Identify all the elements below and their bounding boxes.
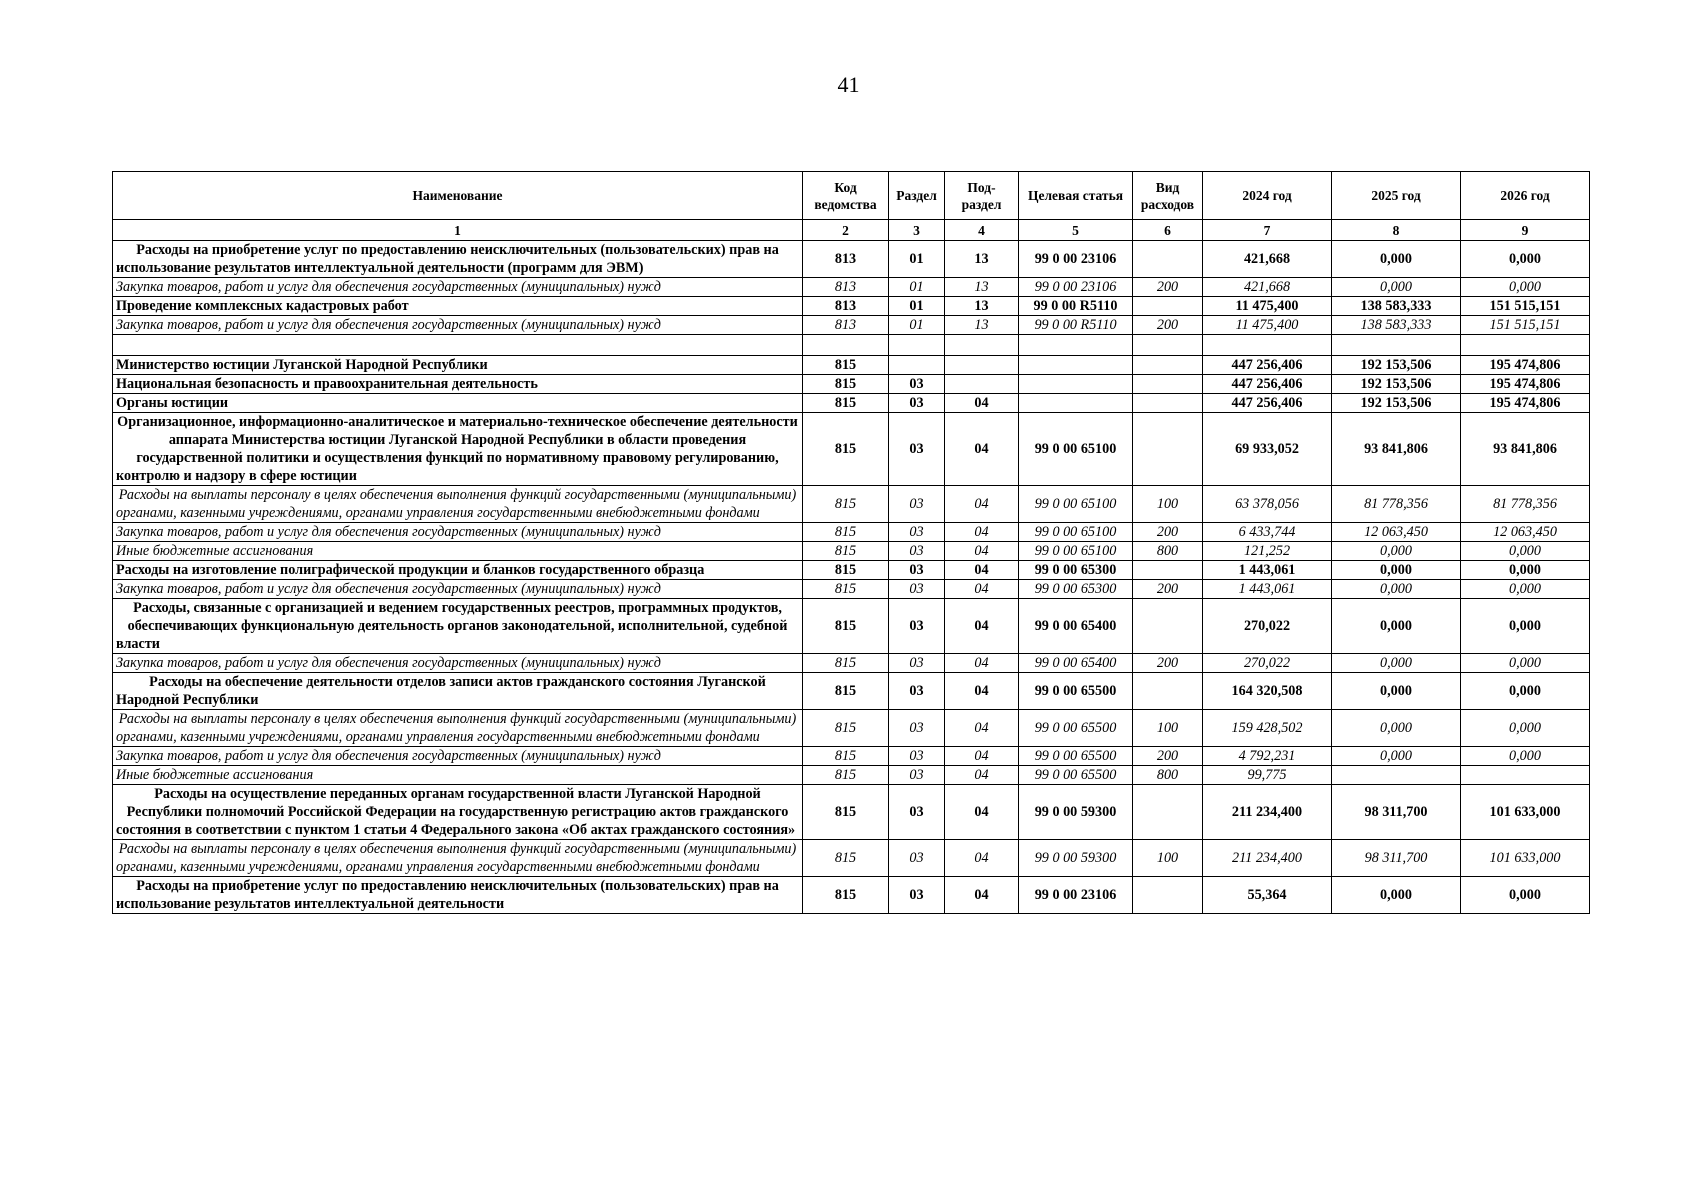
cell-2025: 0,000 bbox=[1332, 542, 1461, 561]
budget-table bbox=[112, 171, 1590, 914]
table-row bbox=[113, 413, 1590, 486]
cell-2026: 151 515,151 bbox=[1461, 297, 1590, 316]
table-body bbox=[113, 241, 1590, 914]
cell-code: 815 bbox=[803, 785, 889, 840]
cell-2026: 93 841,806 bbox=[1461, 413, 1590, 486]
cell-2025: 138 583,333 bbox=[1332, 297, 1461, 316]
cell-2024: 447 256,406 bbox=[1203, 375, 1332, 394]
header-section: Раздел bbox=[889, 172, 945, 220]
cell-code: 815 bbox=[803, 654, 889, 673]
cell-name: Расходы на осуществление переданных органам государственной власти Луганской Народной Республики полномочий Российской Федерации на государственную регистрацию актов гражданского состояния в соответствии с пунктом 1 статьи 4 Федерального закона «Об актах гражданского состояния» bbox=[113, 785, 803, 840]
table-row bbox=[113, 877, 1590, 914]
table-row bbox=[113, 599, 1590, 654]
cell-subsection: 04 bbox=[945, 486, 1019, 523]
cell-2026: 195 474,806 bbox=[1461, 375, 1590, 394]
cell-target: 99 0 00 R5110 bbox=[1019, 297, 1133, 316]
cell-kind: 800 bbox=[1133, 542, 1203, 561]
cell-subsection: 13 bbox=[945, 316, 1019, 335]
cell-2025: 0,000 bbox=[1332, 654, 1461, 673]
cell-target: 99 0 00 65100 bbox=[1019, 523, 1133, 542]
cell-2024: 1 443,061 bbox=[1203, 561, 1332, 580]
column-number: 3 bbox=[889, 220, 945, 241]
table-row bbox=[113, 335, 1590, 356]
cell-subsection: 04 bbox=[945, 394, 1019, 413]
cell-section: 01 bbox=[889, 316, 945, 335]
cell-target: 99 0 00 65400 bbox=[1019, 654, 1133, 673]
cell-code: 815 bbox=[803, 394, 889, 413]
cell-code: 815 bbox=[803, 542, 889, 561]
cell-2024: 159 428,502 bbox=[1203, 710, 1332, 747]
cell-2026 bbox=[1461, 335, 1590, 356]
cell-2025: 12 063,450 bbox=[1332, 523, 1461, 542]
cell-section: 03 bbox=[889, 542, 945, 561]
cell-2025: 0,000 bbox=[1332, 599, 1461, 654]
cell-kind: 100 bbox=[1133, 486, 1203, 523]
cell-name: Национальная безопасность и правоохранительная деятельность bbox=[113, 375, 803, 394]
cell-section: 03 bbox=[889, 523, 945, 542]
cell-kind: 200 bbox=[1133, 316, 1203, 335]
cell-subsection: 04 bbox=[945, 785, 1019, 840]
cell-2025 bbox=[1332, 335, 1461, 356]
header-name: Наименование bbox=[113, 172, 803, 220]
cell-target: 99 0 00 23106 bbox=[1019, 241, 1133, 278]
cell-subsection: 04 bbox=[945, 654, 1019, 673]
cell-section: 03 bbox=[889, 486, 945, 523]
cell-code bbox=[803, 335, 889, 356]
cell-2026: 0,000 bbox=[1461, 561, 1590, 580]
cell-section: 03 bbox=[889, 710, 945, 747]
header-target: Целевая статья bbox=[1019, 172, 1133, 220]
cell-name: Организационное, информационно-аналитическое и материально-техническое обеспечение деятельности аппарата Министерства юстиции Луганской Народной Республики в области проведения государственной политики и осуществления функций по нормативному правовому регулированию, контролю и надзору в сфере юстиции bbox=[113, 413, 803, 486]
table-row bbox=[113, 766, 1590, 785]
cell-2024: 6 433,744 bbox=[1203, 523, 1332, 542]
cell-name: Расходы на изготовление полиграфической продукции и бланков государственного образца bbox=[113, 561, 803, 580]
cell-section: 03 bbox=[889, 413, 945, 486]
cell-subsection bbox=[945, 335, 1019, 356]
cell-kind: 200 bbox=[1133, 654, 1203, 673]
cell-section bbox=[889, 335, 945, 356]
cell-target: 99 0 00 65500 bbox=[1019, 766, 1133, 785]
cell-subsection: 13 bbox=[945, 241, 1019, 278]
cell-code: 815 bbox=[803, 747, 889, 766]
table-row bbox=[113, 316, 1590, 335]
cell-kind bbox=[1133, 394, 1203, 413]
cell-code: 815 bbox=[803, 599, 889, 654]
cell-2025: 0,000 bbox=[1332, 278, 1461, 297]
cell-target: 99 0 00 65500 bbox=[1019, 710, 1133, 747]
cell-2025: 98 311,700 bbox=[1332, 785, 1461, 840]
cell-name: Расходы на приобретение услуг по предоставлению неисключительных (пользовательских) прав на использование результатов интеллектуальной деятельности bbox=[113, 877, 803, 914]
header-2024: 2024 год bbox=[1203, 172, 1332, 220]
cell-kind: 100 bbox=[1133, 710, 1203, 747]
cell-2024: 164 320,508 bbox=[1203, 673, 1332, 710]
cell-name: Закупка товаров, работ и услуг для обеспечения государственных (муниципальных) нужд bbox=[113, 316, 803, 335]
cell-code: 815 bbox=[803, 413, 889, 486]
header-kind: Вид расходов bbox=[1133, 172, 1203, 220]
cell-subsection bbox=[945, 356, 1019, 375]
cell-2025: 0,000 bbox=[1332, 580, 1461, 599]
cell-section: 03 bbox=[889, 877, 945, 914]
cell-2026: 0,000 bbox=[1461, 278, 1590, 297]
cell-target: 99 0 00 23106 bbox=[1019, 877, 1133, 914]
column-number: 4 bbox=[945, 220, 1019, 241]
cell-2024 bbox=[1203, 335, 1332, 356]
cell-target bbox=[1019, 356, 1133, 375]
cell-kind bbox=[1133, 599, 1203, 654]
cell-2025: 192 153,506 bbox=[1332, 394, 1461, 413]
cell-name: Расходы на выплаты персоналу в целях обеспечения выполнения функций государственными (муниципальными) органами, казенными учреждениями, органами управления государственными внебюджетными фондами bbox=[113, 710, 803, 747]
cell-2024: 211 234,400 bbox=[1203, 785, 1332, 840]
cell-kind: 200 bbox=[1133, 580, 1203, 599]
cell-2024: 63 378,056 bbox=[1203, 486, 1332, 523]
cell-kind: 200 bbox=[1133, 523, 1203, 542]
cell-2025: 0,000 bbox=[1332, 673, 1461, 710]
cell-section: 03 bbox=[889, 747, 945, 766]
cell-2026: 0,000 bbox=[1461, 599, 1590, 654]
cell-2026: 0,000 bbox=[1461, 747, 1590, 766]
cell-kind bbox=[1133, 877, 1203, 914]
table-row bbox=[113, 747, 1590, 766]
cell-name: Закупка товаров, работ и услуг для обеспечения государственных (муниципальных) нужд bbox=[113, 278, 803, 297]
cell-subsection: 04 bbox=[945, 580, 1019, 599]
cell-2024: 99,775 bbox=[1203, 766, 1332, 785]
cell-2025: 192 153,506 bbox=[1332, 356, 1461, 375]
cell-target bbox=[1019, 335, 1133, 356]
cell-target: 99 0 00 23106 bbox=[1019, 278, 1133, 297]
cell-kind bbox=[1133, 561, 1203, 580]
column-number: 5 bbox=[1019, 220, 1133, 241]
cell-2024: 69 933,052 bbox=[1203, 413, 1332, 486]
cell-kind bbox=[1133, 375, 1203, 394]
cell-name: Закупка товаров, работ и услуг для обеспечения государственных (муниципальных) нужд bbox=[113, 580, 803, 599]
cell-subsection bbox=[945, 375, 1019, 394]
cell-kind: 200 bbox=[1133, 278, 1203, 297]
page-number: 41 bbox=[837, 72, 860, 97]
cell-2025: 0,000 bbox=[1332, 241, 1461, 278]
cell-name: Закупка товаров, работ и услуг для обеспечения государственных (муниципальных) нужд bbox=[113, 654, 803, 673]
cell-2025: 0,000 bbox=[1332, 877, 1461, 914]
cell-2024: 211 234,400 bbox=[1203, 840, 1332, 877]
table-row bbox=[113, 486, 1590, 523]
cell-name: Расходы на приобретение услуг по предоставлению неисключительных (пользовательских) прав на использование результатов интеллектуальной деятельности (программ для ЭВМ) bbox=[113, 241, 803, 278]
cell-code: 815 bbox=[803, 766, 889, 785]
column-number: 1 bbox=[113, 220, 803, 241]
cell-subsection: 04 bbox=[945, 523, 1019, 542]
table-row bbox=[113, 394, 1590, 413]
cell-target: 99 0 00 65400 bbox=[1019, 599, 1133, 654]
column-number: 2 bbox=[803, 220, 889, 241]
cell-subsection: 04 bbox=[945, 599, 1019, 654]
cell-section: 03 bbox=[889, 673, 945, 710]
header-subsection: Под-раздел bbox=[945, 172, 1019, 220]
cell-code: 815 bbox=[803, 523, 889, 542]
cell-2026: 195 474,806 bbox=[1461, 356, 1590, 375]
cell-2026: 0,000 bbox=[1461, 241, 1590, 278]
cell-section: 03 bbox=[889, 599, 945, 654]
table-row bbox=[113, 580, 1590, 599]
cell-kind: 800 bbox=[1133, 766, 1203, 785]
cell-section: 01 bbox=[889, 241, 945, 278]
cell-section: 03 bbox=[889, 580, 945, 599]
cell-kind bbox=[1133, 673, 1203, 710]
cell-kind: 200 bbox=[1133, 747, 1203, 766]
cell-subsection: 04 bbox=[945, 673, 1019, 710]
cell-kind bbox=[1133, 297, 1203, 316]
cell-2025: 93 841,806 bbox=[1332, 413, 1461, 486]
cell-kind bbox=[1133, 785, 1203, 840]
cell-code: 815 bbox=[803, 840, 889, 877]
cell-target: 99 0 00 65100 bbox=[1019, 413, 1133, 486]
cell-kind bbox=[1133, 413, 1203, 486]
cell-target bbox=[1019, 394, 1133, 413]
cell-2024: 11 475,400 bbox=[1203, 297, 1332, 316]
cell-code: 815 bbox=[803, 356, 889, 375]
cell-name: Закупка товаров, работ и услуг для обеспечения государственных (муниципальных) нужд bbox=[113, 747, 803, 766]
cell-2026: 0,000 bbox=[1461, 877, 1590, 914]
cell-kind bbox=[1133, 335, 1203, 356]
cell-name: Закупка товаров, работ и услуг для обеспечения государственных (муниципальных) нужд bbox=[113, 523, 803, 542]
cell-2024: 1 443,061 bbox=[1203, 580, 1332, 599]
cell-section: 03 bbox=[889, 375, 945, 394]
table-row bbox=[113, 710, 1590, 747]
cell-subsection: 13 bbox=[945, 278, 1019, 297]
cell-2025 bbox=[1332, 766, 1461, 785]
cell-code: 815 bbox=[803, 673, 889, 710]
cell-2026: 0,000 bbox=[1461, 542, 1590, 561]
cell-target: 99 0 00 65500 bbox=[1019, 747, 1133, 766]
header-2025: 2025 год bbox=[1332, 172, 1461, 220]
table-row bbox=[113, 561, 1590, 580]
cell-target: 99 0 00 65300 bbox=[1019, 580, 1133, 599]
column-number: 6 bbox=[1133, 220, 1203, 241]
cell-target: 99 0 00 59300 bbox=[1019, 840, 1133, 877]
table-row bbox=[113, 840, 1590, 877]
table-row bbox=[113, 523, 1590, 542]
cell-name bbox=[113, 335, 803, 356]
cell-2026: 0,000 bbox=[1461, 654, 1590, 673]
cell-name: Расходы на выплаты персоналу в целях обеспечения выполнения функций государственными (муниципальными) органами, казенными учреждениями, органами управления государственными внебюджетными фондами bbox=[113, 486, 803, 523]
cell-target: 99 0 00 59300 bbox=[1019, 785, 1133, 840]
cell-name: Иные бюджетные ассигнования bbox=[113, 766, 803, 785]
cell-subsection: 04 bbox=[945, 877, 1019, 914]
cell-name: Проведение комплексных кадастровых работ bbox=[113, 297, 803, 316]
header-2026: 2026 год bbox=[1461, 172, 1590, 220]
cell-2025: 0,000 bbox=[1332, 710, 1461, 747]
column-number: 9 bbox=[1461, 220, 1590, 241]
column-number-row bbox=[113, 220, 1590, 241]
cell-2025: 138 583,333 bbox=[1332, 316, 1461, 335]
column-number: 8 bbox=[1332, 220, 1461, 241]
cell-target: 99 0 00 65100 bbox=[1019, 486, 1133, 523]
cell-2024: 447 256,406 bbox=[1203, 394, 1332, 413]
cell-code: 813 bbox=[803, 316, 889, 335]
table-row bbox=[113, 278, 1590, 297]
cell-code: 815 bbox=[803, 486, 889, 523]
cell-2025: 0,000 bbox=[1332, 747, 1461, 766]
cell-2025: 98 311,700 bbox=[1332, 840, 1461, 877]
cell-2024: 4 792,231 bbox=[1203, 747, 1332, 766]
cell-2024: 421,668 bbox=[1203, 241, 1332, 278]
cell-2026: 0,000 bbox=[1461, 580, 1590, 599]
cell-code: 815 bbox=[803, 877, 889, 914]
cell-code: 813 bbox=[803, 278, 889, 297]
cell-target: 99 0 00 65300 bbox=[1019, 561, 1133, 580]
cell-2024: 11 475,400 bbox=[1203, 316, 1332, 335]
column-number: 7 bbox=[1203, 220, 1332, 241]
cell-2026: 101 633,000 bbox=[1461, 785, 1590, 840]
cell-code: 813 bbox=[803, 297, 889, 316]
cell-section: 03 bbox=[889, 840, 945, 877]
cell-2024: 121,252 bbox=[1203, 542, 1332, 561]
cell-section: 03 bbox=[889, 654, 945, 673]
cell-subsection: 04 bbox=[945, 413, 1019, 486]
cell-code: 815 bbox=[803, 580, 889, 599]
table-row bbox=[113, 654, 1590, 673]
cell-kind bbox=[1133, 356, 1203, 375]
table-row bbox=[113, 785, 1590, 840]
cell-name: Органы юстиции bbox=[113, 394, 803, 413]
table-row bbox=[113, 297, 1590, 316]
header-code: Код ведомства bbox=[803, 172, 889, 220]
table-row bbox=[113, 375, 1590, 394]
cell-code: 815 bbox=[803, 561, 889, 580]
cell-name: Расходы на обеспечение деятельности отделов записи актов гражданского состояния Луганской Народной Республики bbox=[113, 673, 803, 710]
cell-2026: 151 515,151 bbox=[1461, 316, 1590, 335]
cell-code: 813 bbox=[803, 241, 889, 278]
cell-target: 99 0 00 65500 bbox=[1019, 673, 1133, 710]
cell-kind bbox=[1133, 241, 1203, 278]
table-row bbox=[113, 673, 1590, 710]
cell-subsection: 04 bbox=[945, 710, 1019, 747]
cell-2024: 270,022 bbox=[1203, 654, 1332, 673]
cell-section: 01 bbox=[889, 278, 945, 297]
cell-section: 03 bbox=[889, 394, 945, 413]
cell-section: 03 bbox=[889, 766, 945, 785]
cell-subsection: 04 bbox=[945, 766, 1019, 785]
cell-name: Иные бюджетные ассигнования bbox=[113, 542, 803, 561]
table-row bbox=[113, 241, 1590, 278]
cell-subsection: 04 bbox=[945, 747, 1019, 766]
table-row bbox=[113, 542, 1590, 561]
cell-name: Министерство юстиции Луганской Народной Республики bbox=[113, 356, 803, 375]
cell-subsection: 13 bbox=[945, 297, 1019, 316]
cell-name: Расходы, связанные с организацией и ведением государственных реестров, программных продуктов, обеспечивающих функциональную деятельность органов законодательной, исполнительной, судебной власти bbox=[113, 599, 803, 654]
cell-code: 815 bbox=[803, 375, 889, 394]
cell-2024: 421,668 bbox=[1203, 278, 1332, 297]
cell-2025: 81 778,356 bbox=[1332, 486, 1461, 523]
cell-name: Расходы на выплаты персоналу в целях обеспечения выполнения функций государственными (муниципальными) органами, казенными учреждениями, органами управления государственными внебюджетными фондами bbox=[113, 840, 803, 877]
cell-kind: 100 bbox=[1133, 840, 1203, 877]
cell-subsection: 04 bbox=[945, 840, 1019, 877]
cell-2025: 192 153,506 bbox=[1332, 375, 1461, 394]
cell-2026: 0,000 bbox=[1461, 673, 1590, 710]
cell-2026: 0,000 bbox=[1461, 710, 1590, 747]
cell-2024: 447 256,406 bbox=[1203, 356, 1332, 375]
cell-subsection: 04 bbox=[945, 542, 1019, 561]
cell-target bbox=[1019, 375, 1133, 394]
cell-2024: 270,022 bbox=[1203, 599, 1332, 654]
cell-2026: 12 063,450 bbox=[1461, 523, 1590, 542]
cell-2026 bbox=[1461, 766, 1590, 785]
cell-2025: 0,000 bbox=[1332, 561, 1461, 580]
cell-subsection: 04 bbox=[945, 561, 1019, 580]
cell-section: 03 bbox=[889, 785, 945, 840]
cell-code: 815 bbox=[803, 710, 889, 747]
cell-target: 99 0 00 R5110 bbox=[1019, 316, 1133, 335]
header-row bbox=[113, 172, 1590, 220]
table-row bbox=[113, 356, 1590, 375]
cell-2024: 55,364 bbox=[1203, 877, 1332, 914]
cell-target: 99 0 00 65100 bbox=[1019, 542, 1133, 561]
cell-section: 01 bbox=[889, 297, 945, 316]
cell-2026: 101 633,000 bbox=[1461, 840, 1590, 877]
cell-2026: 81 778,356 bbox=[1461, 486, 1590, 523]
cell-section: 03 bbox=[889, 561, 945, 580]
cell-2026: 195 474,806 bbox=[1461, 394, 1590, 413]
cell-section bbox=[889, 356, 945, 375]
